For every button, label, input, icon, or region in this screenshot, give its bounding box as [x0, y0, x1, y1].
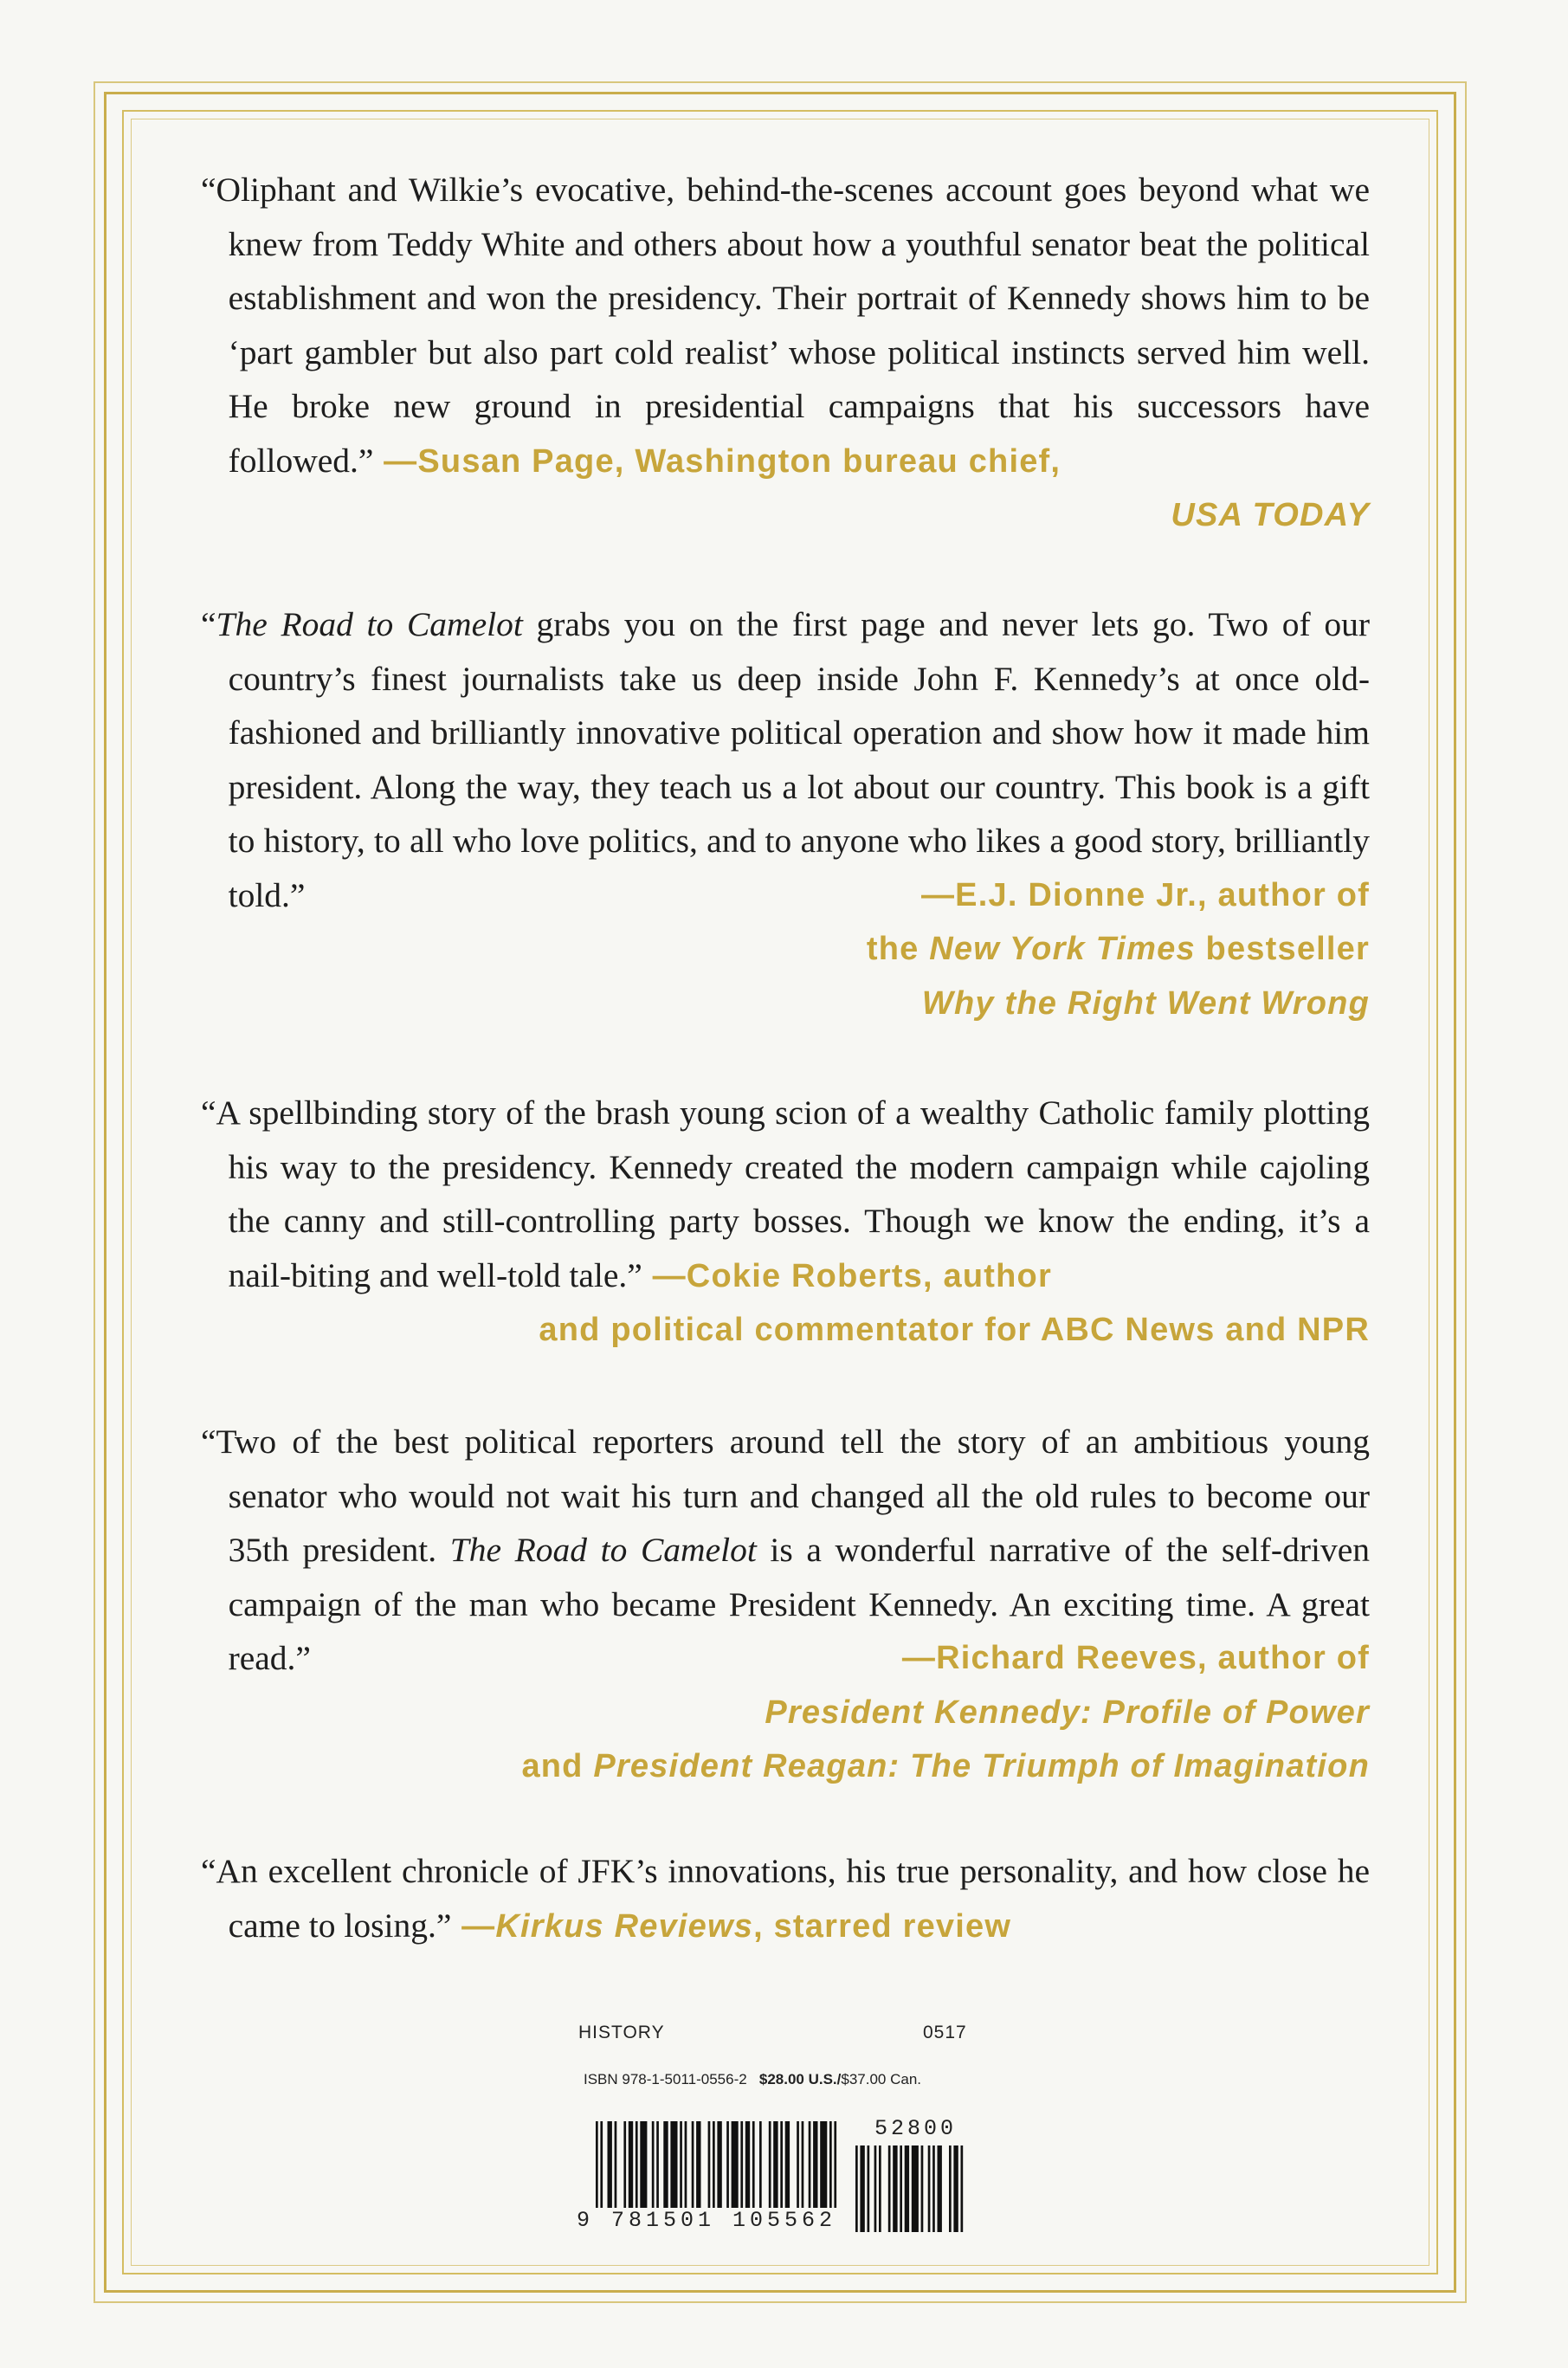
barcode-bar — [615, 2121, 617, 2208]
blurb-attribution-line2: and political commentator for ABC News and NPR — [539, 1312, 1370, 1348]
blurb-attribution: —E.J. Dionne Jr., author of — [920, 876, 1370, 913]
blurb-cokie-roberts — [201, 1086, 1370, 1358]
barcode-bar — [780, 2121, 783, 2208]
category-code: 0517 — [923, 2023, 967, 2042]
barcode-bar — [860, 2145, 864, 2232]
barcode-bar — [785, 2121, 790, 2208]
barcode-bar — [708, 2121, 711, 2208]
barcode-bar — [640, 2121, 647, 2208]
price-addon-barcode — [855, 2145, 971, 2232]
barcode-bar — [713, 2121, 715, 2208]
barcode-bar — [912, 2145, 919, 2232]
barcode-bar — [905, 2145, 909, 2232]
barcode-bar — [663, 2121, 668, 2208]
barcode-bar — [692, 2121, 694, 2208]
barcode-bar — [608, 2121, 612, 2208]
barcode-bar — [652, 2121, 655, 2208]
barcode-bar — [696, 2121, 700, 2208]
barcode-bar — [600, 2121, 603, 2208]
barcode-bar — [879, 2145, 881, 2232]
blurb-kirkus — [201, 1844, 1370, 1953]
book-title: The Road to Camelot — [449, 1531, 757, 1569]
blurb-text: “An excellent chronicle of JFK’s innovations, his true personality, and how close he came to losing.” —Kirkus Reviews, starred review — [201, 1852, 1370, 1945]
blurb-attribution-book: Why the Right Went Wrong — [921, 984, 1370, 1022]
barcode-bar — [829, 2121, 832, 2208]
barcode-bar — [685, 2121, 687, 2208]
barcode-bar — [732, 2121, 739, 2208]
blurb-susan-page — [201, 163, 1370, 543]
isbn-number: ISBN 978-1-5011-0556-2 — [584, 2071, 747, 2087]
barcode-bar — [938, 2145, 942, 2232]
barcode-bar — [740, 2121, 743, 2208]
blurb-text: “Two of the best political reporters around tell the story of an ambitious young senator who would not wait his turn and changed all the old rules to become our 35th president. The Road to Camelot is a wonderful narrative of the self-driven campaign of the man who became President Kennedy. An exciting time. A great read.” — [201, 1423, 1370, 1677]
book-title: The Road to Camelot — [216, 605, 523, 643]
barcode-bar — [900, 2145, 902, 2232]
barcode-bar — [769, 2121, 771, 2208]
blurb-text: “A spellbinding story of the brash young scion of a wealthy Catholic family plotting his way to the presidency. Kennedy created the modern campaign while cajoling the canny and still-controlling party bosses. Though we know the ending, it’s a nail-biting and well-told tale.” —Cokie Roberts, author — [201, 1094, 1370, 1294]
barcode-bar — [921, 2145, 924, 2232]
blurb-richard-reeves — [201, 1415, 1370, 1794]
blurb-attribution: —Kirkus Reviews, starred review — [451, 1907, 1012, 1945]
barcode-bar — [717, 2121, 721, 2208]
barcode-bar — [893, 2145, 897, 2232]
barcode-bar — [670, 2121, 677, 2208]
barcode-bar — [813, 2121, 817, 2208]
barcode-bar — [888, 2145, 891, 2232]
barcode-bar — [809, 2121, 811, 2208]
barcode-bar — [928, 2145, 931, 2232]
blurb-attribution-line3: and President Reagan: The Triumph of Imagination — [521, 1748, 1370, 1784]
barcode-bar — [596, 2121, 598, 2208]
barcode-bar — [868, 2145, 870, 2232]
blurb-text: “The Road to Camelot grabs you on the first page and never lets go. Two of our country’s finest journalists take us deep inside John F. Kennedy’s at once old-fashioned and brilliantly innovative political operation and show how it made him president. Along the way, they teach us a lot about our country. This book is a gift to history, to all who love politics, and to anyone who likes a good story, brilliantly told.” — [201, 605, 1370, 914]
blurb-attribution: —Cokie Roberts, author — [642, 1257, 1052, 1294]
barcode-bar — [759, 2121, 762, 2208]
price-can: $37.00 Can. — [841, 2071, 922, 2087]
barcode-bar — [949, 2145, 952, 2232]
barcode-bar — [752, 2121, 755, 2208]
barcode-bar — [834, 2121, 836, 2208]
blurb-attribution-line2: President Kennedy: Profile of Power — [765, 1694, 1370, 1731]
blurb-attribution: —Richard Reeves, author of — [901, 1640, 1370, 1676]
barcode-bar — [953, 2145, 958, 2232]
barcode-bar — [726, 2121, 729, 2208]
barcode-digits: 9 781501 105562 — [577, 2208, 837, 2233]
barcode-bar — [680, 2121, 682, 2208]
barcode-bar — [874, 2145, 877, 2232]
barcode-bar — [802, 2121, 804, 2208]
barcode-bar — [932, 2145, 935, 2232]
barcode-bar — [656, 2121, 659, 2208]
barcode-bar — [961, 2145, 964, 2232]
blurb-text: “Oliphant and Wilkie’s evocative, behind-the-scenes account goes beyond what we knew from Teddy White and others about how a youthful senator beat the political establishment and won the presidency. Their portrait of Kennedy shows him to be ‘part gambler but also part cold realist’ whose political instincts served him well. He broke new ground in presidential campaigns that his successors have followed.” —Susan Page, Washington bureau chief, — [201, 171, 1370, 480]
addon-digits: 52800 — [874, 2116, 958, 2141]
blurb-attribution: —Susan Page, Washington bureau chief, — [373, 442, 1061, 480]
blurb-attribution-line2: the New York Times bestseller — [866, 931, 1370, 967]
barcode-bar — [773, 2121, 778, 2208]
barcode-bar — [797, 2121, 799, 2208]
barcode-bar — [745, 2121, 750, 2208]
category-label: HISTORY — [578, 2023, 665, 2042]
isbn-price-line — [584, 2071, 921, 2088]
barcode-bar — [623, 2121, 626, 2208]
barcode-bar — [820, 2121, 827, 2208]
blurb-attribution-source: USA TODAY — [1171, 497, 1370, 533]
barcode-bar — [636, 2121, 638, 2208]
price-us: $28.00 U.S./ — [758, 2071, 842, 2087]
barcode-bar — [855, 2145, 858, 2232]
blurb-ej-dionne — [201, 597, 1370, 1030]
barcode-bar — [629, 2121, 633, 2208]
